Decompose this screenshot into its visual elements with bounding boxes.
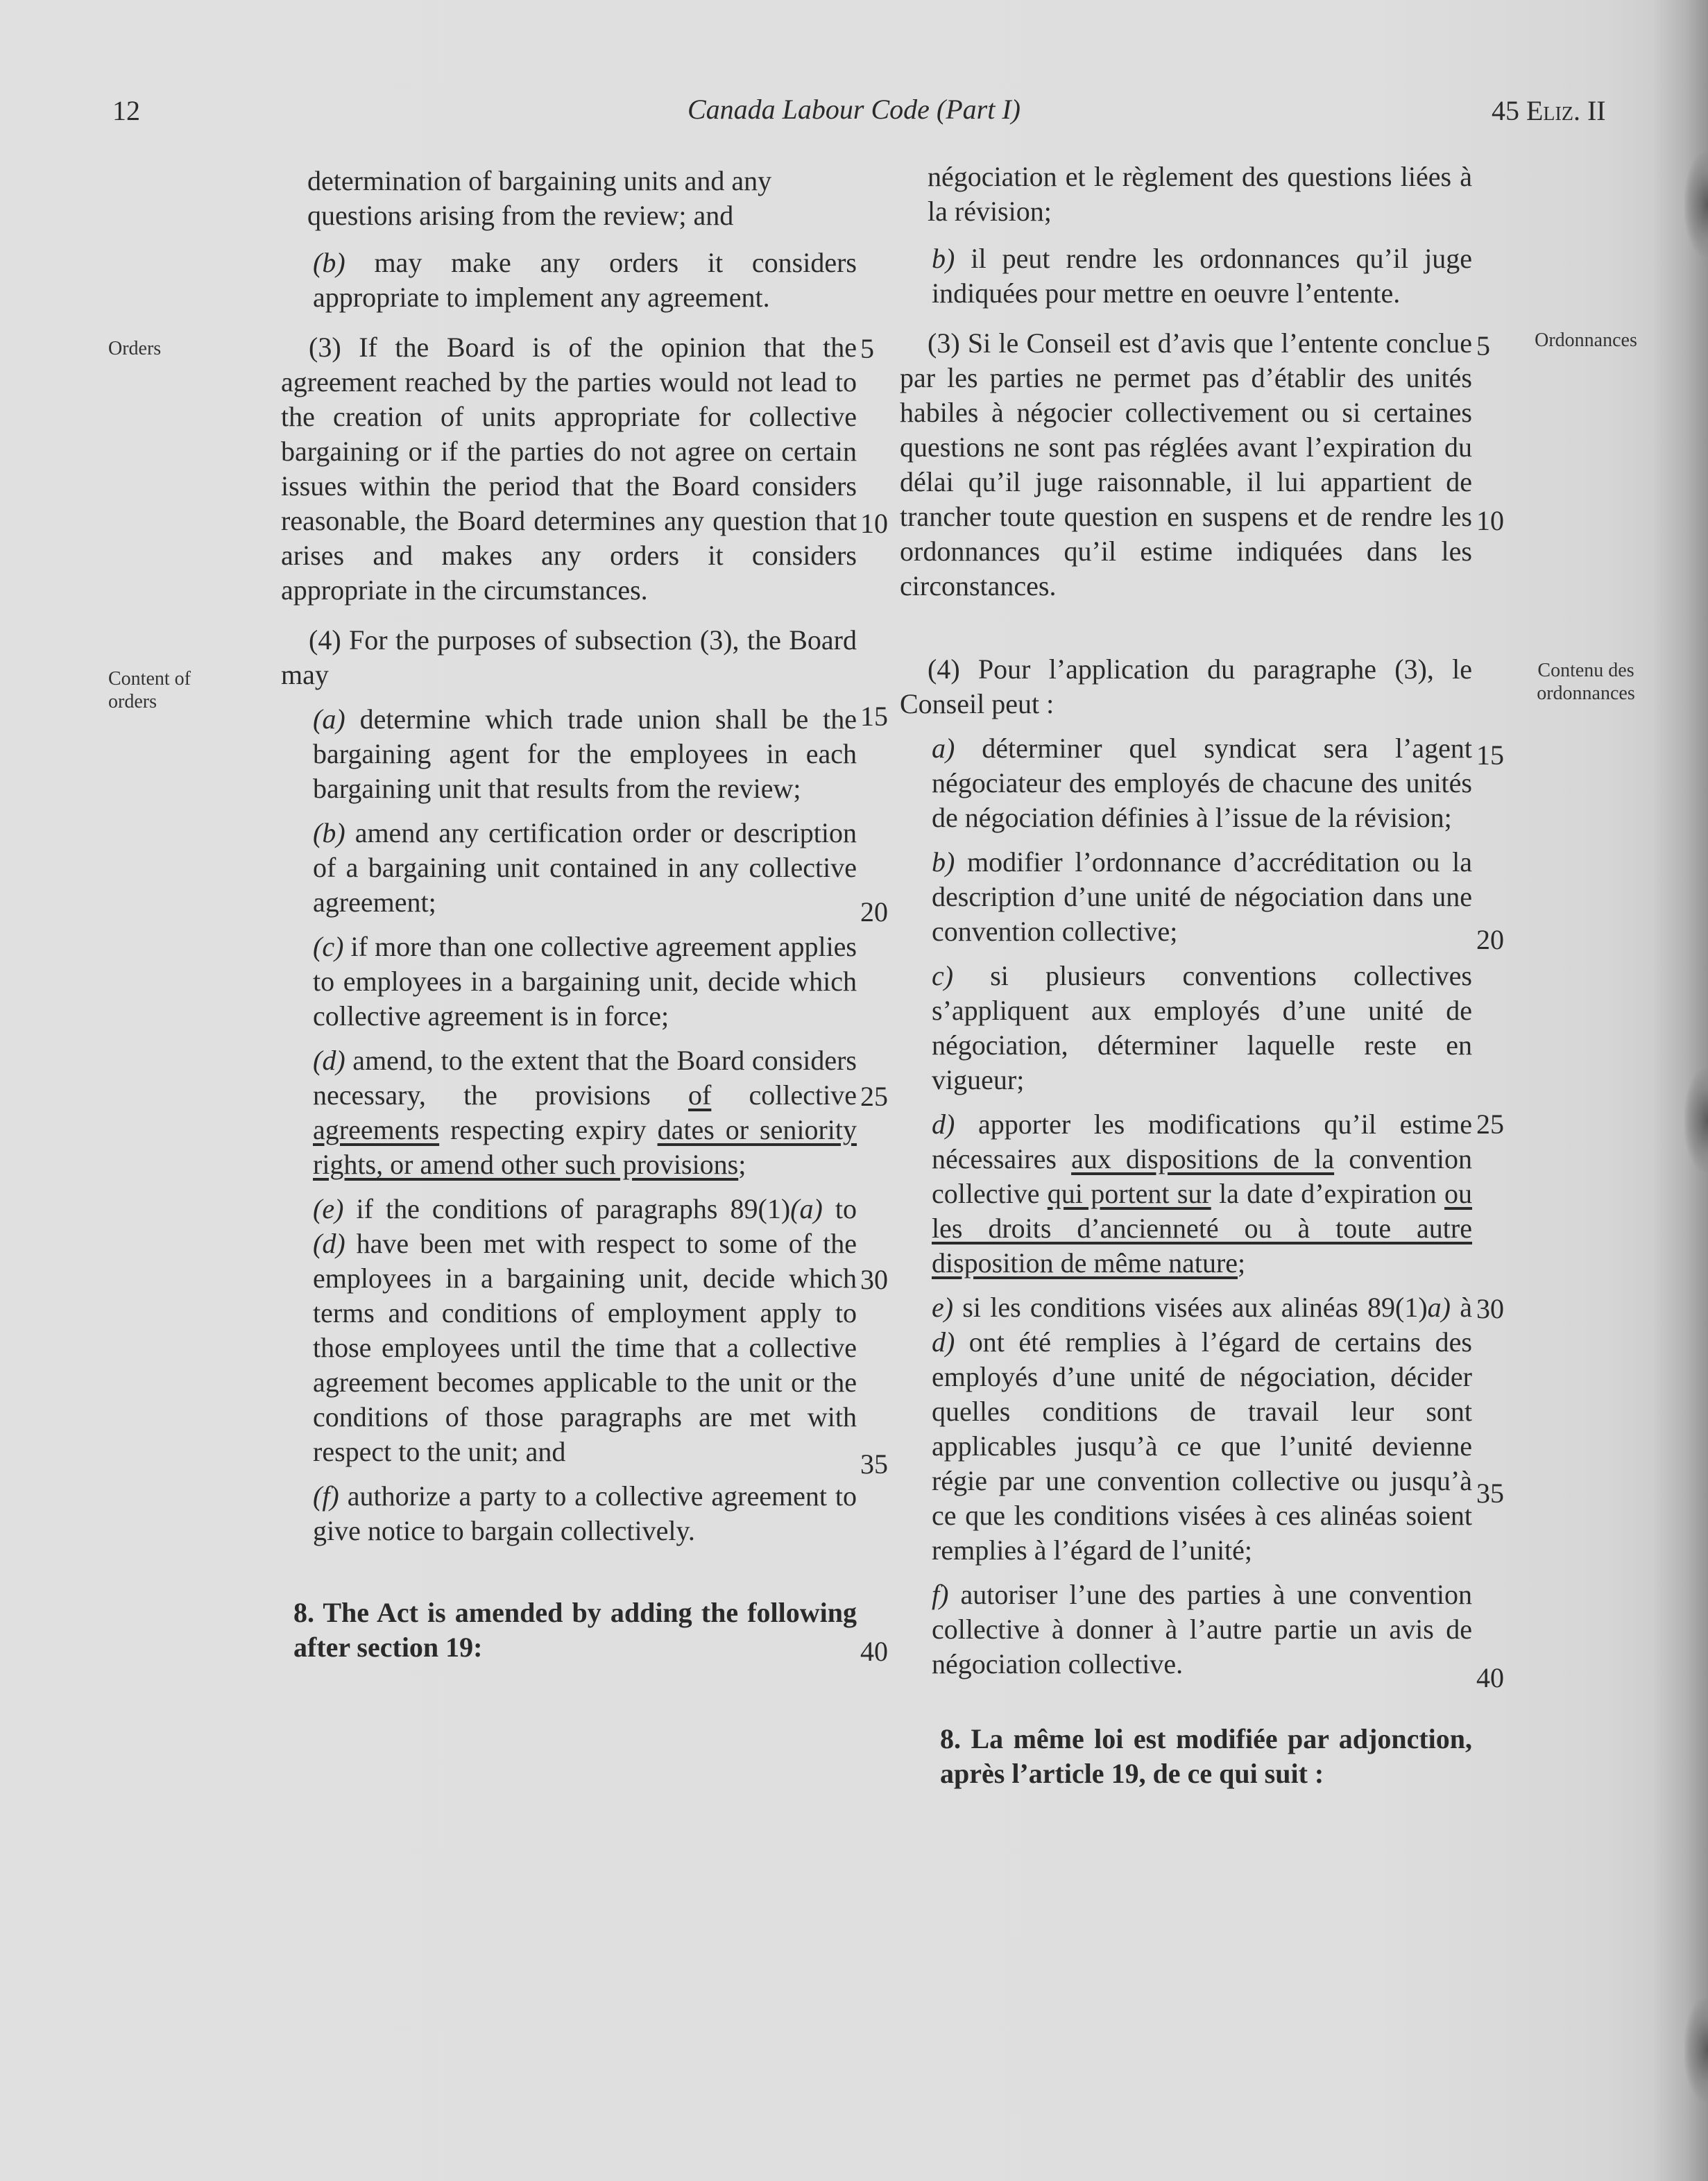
line-number: 40: [1476, 1662, 1504, 1693]
fr-subsection-4: (4) Pour l’application du paragraphe (3), le Conseil peut :: [900, 653, 1472, 719]
en-continuation: determination of bargaining units and any questions arising from the review; and: [307, 165, 772, 231]
marginal-note-contenu-des-ordonnances: Contenu des ordonnances: [1537, 660, 1635, 704]
binding-hole: [1684, 1068, 1708, 1172]
english-column: [281, 164, 857, 1665]
marginal-note-ordonnances: Ordonnances: [1535, 330, 1637, 351]
fr-section-8-heading: 8. La même loi est modifiée par adjonction, après l’article 19, de ce qui suit :: [940, 1723, 1472, 1789]
fr-paragraph-c: c) si plusieurs conventions collectives s’appliquent aux employés d’une unité de négociation, déterminer laquelle reste en vigueur;: [932, 960, 1472, 1095]
page-number: 12: [112, 95, 140, 126]
fr-paragraph-a: a) déterminer quel syndicat sera l’agent négociateur des employés de chacune des unités de négociation définies à l’issue de la révision;: [932, 733, 1472, 833]
en-paragraph-e: (e) if the conditions of paragraphs 89(1)(a) to (d) have been met with respect to some of the employees in a bargaining unit, decide which terms and conditions of employment apply to those employees until the time that a collective agreement becomes applicable to the unit or the conditions of those paragraphs are met with respect to the unit; and: [313, 1193, 857, 1467]
running-title: Canada Labour Code (Part I): [688, 94, 1020, 125]
binding-hole: [1684, 153, 1708, 257]
line-number: 25: [860, 1081, 888, 1112]
fr-paragraph-e: e) si les conditions visées aux alinéas 89(1)a) à d) ont été remplies à l’égard de certains des employés d’une unité de négociation, décider quelles conditions de travail leur sont applicables jusqu’à ce que l’unité devienne régie par une convention collective ou jusqu’à ce que les conditions visées à ces alinéas soient remplies à l’égard de l’unité;: [932, 1292, 1472, 1566]
marginal-note-content-of-orders: Content of orders: [108, 668, 191, 712]
fr-paragraph-f: f) autoriser l’une des parties à une convention collective à donner à l’autre partie un avis de négociation collective.: [932, 1579, 1472, 1679]
en-paragraph-a: (a) determine which trade union shall be the bargaining agent for the employees in each bargaining unit that results from the review;: [313, 703, 857, 804]
line-number: 25: [1476, 1109, 1504, 1140]
en-section-8-heading: 8. The Act is amended by adding the following after section 19:: [293, 1597, 857, 1663]
fr-continuation: négociation et le règlement des questions liées à la révision;: [928, 161, 1472, 227]
en-paragraph-d: (d) amend, to the extent that the Board considers necessary, the provisions of collective agreements respecting expiry dates or seniority rights, or amend other such provisions;: [313, 1045, 857, 1180]
line-number: 20: [1476, 924, 1504, 955]
fr-paragraph-b: b) il peut rendre les ordonnances qu’il juge indiquées pour mettre en oeuvre l’entente.: [932, 243, 1472, 309]
line-number: 10: [1476, 505, 1504, 536]
line-number: 15: [1476, 739, 1504, 771]
line-number: 35: [860, 1448, 888, 1480]
en-paragraph-b2: (b) amend any certification order or description of a bargaining unit contained in any collective agreement;: [313, 817, 857, 918]
line-number: 40: [860, 1636, 888, 1667]
line-number: 5: [1476, 330, 1490, 361]
line-number: 10: [860, 508, 888, 539]
fr-paragraph-b2: b) modifier l’ordonnance d’accréditation ou la description d’une unité de négociation dans une convention collective;: [932, 846, 1472, 947]
french-column: [900, 160, 1472, 1791]
en-paragraph-b: (b) may make any orders it considers appropriate to implement any agreement.: [313, 247, 857, 313]
marginal-note-orders: Orders: [108, 338, 162, 359]
fr-paragraph-d: d) apporter les modifications qu’il estime nécessaires aux dispositions de la convention collective qui portent sur la date d’expiration ou les droits d’ancienneté ou à toute autre disposition de même nature;: [932, 1109, 1473, 1278]
en-paragraph-c: (c) if more than one collective agreement applies to employees in a bargaining unit, decide which collective agreement is in force;: [313, 931, 857, 1032]
line-number: 20: [860, 896, 888, 927]
line-number: 30: [1476, 1293, 1504, 1324]
en-paragraph-f: (f) authorize a party to a collective agreement to give notice to bargain collectively.: [313, 1480, 857, 1546]
fr-subsection-3: (3) Si le Conseil est d’avis que l’entente conclue par les parties ne permet pas d’établir des unités habiles à négocier collectivement ou si certaines questions ne sont pas réglées avant l’expiration du délai qu’il juge raisonnable, il lui appartient de trancher toute question en suspens et de rendre les ordonnances qu’il estime indiquées dans les circonstances.: [900, 327, 1472, 601]
en-subsection-4: (4) For the purposes of subsection (3), the Board may: [281, 624, 857, 690]
line-number: 15: [860, 701, 888, 732]
en-subsection-3: (3) If the Board is of the opinion that the agreement reached by the parties would not lead to the creation of units appropriate for collective bargaining or if the parties do not agree on certain issues within the period that the Board considers reasonable, the Board determines any question that arises and makes any orders it considers appropriate in the circumstances.: [281, 332, 857, 606]
line-number: 35: [1476, 1478, 1504, 1509]
line-number: 30: [860, 1264, 888, 1295]
line-number: 5: [860, 333, 874, 364]
binding-hole: [1684, 1998, 1708, 2102]
regnal-year: 45 Eliz. II: [1492, 95, 1606, 126]
